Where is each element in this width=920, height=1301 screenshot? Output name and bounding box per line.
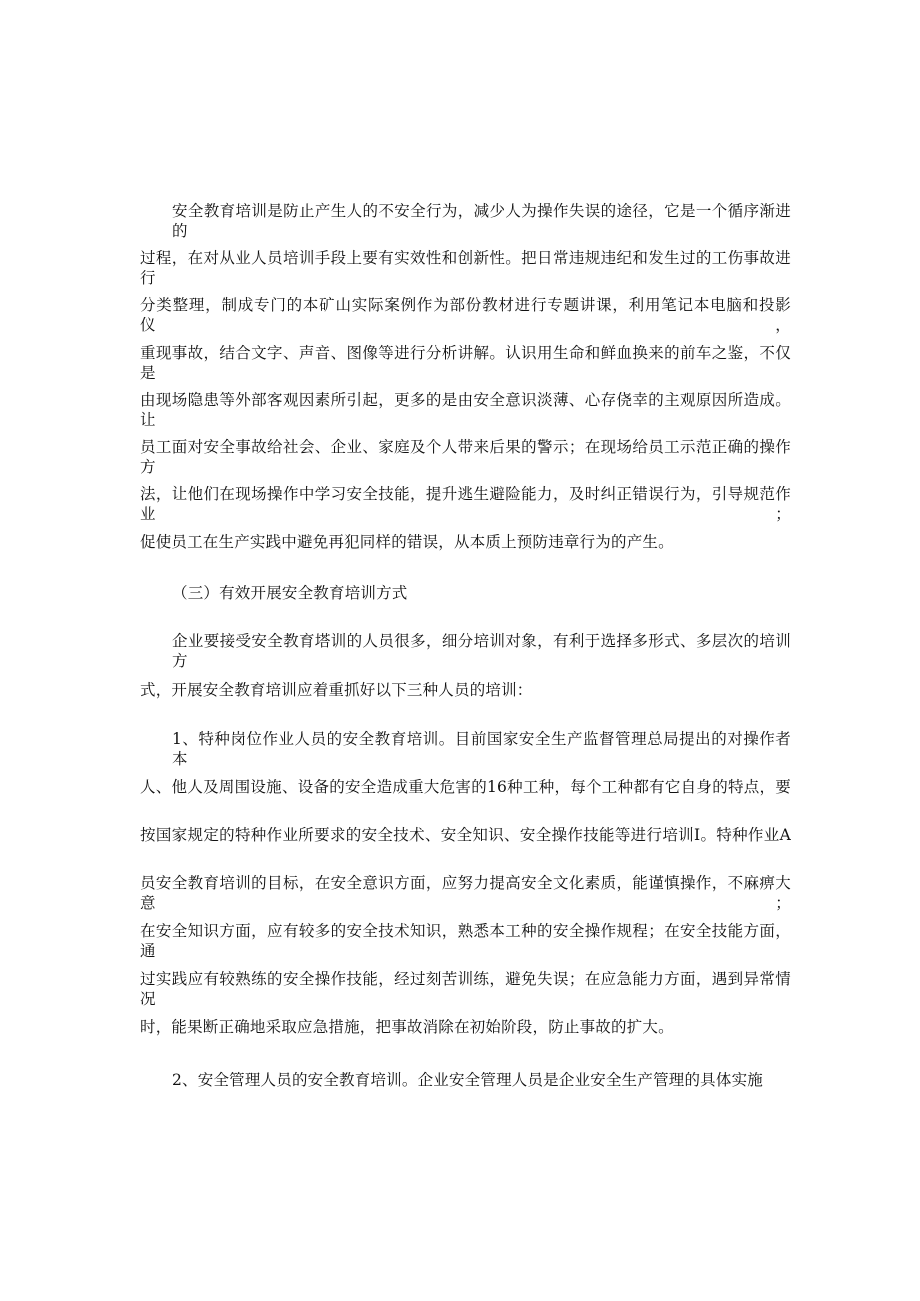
para3-line-7: 时，能果断正确地采取应急措施，把事故消除在初始阶段，防止事故的扩大。 — [140, 1018, 674, 1036]
para3-line-3: 按国家规定的特种作业所要求的安全技术、安全知识、安全操作技能等进行培训I。特种作业A — [140, 826, 791, 844]
para3-line-6: 过实践应有较熟练的安全操作技能，经过刻苦训练，避免失误；在应急能力方面，遇到异常情况 — [140, 970, 791, 1008]
para1-line-4: 重现事故，结合文字、声音、图像等进行分析讲解。认识用生命和鲜血换来的前车之鉴，不仅是 — [140, 344, 791, 382]
para2-line-1: 企业要接受安全教育塔训的人员很多，细分培训对象，有利于选择多形式、多层次的培训方 — [172, 632, 791, 670]
para1-line-2: 过程，在对从业人员培训手段上要有实效性和创新性。把日常违规违纪和发生过的工伤事故进行 — [140, 249, 791, 287]
para1-line-1: 安全教育培训是防止产生人的不安全行为，减少人为操作失误的途径，它是一个循序渐进的 — [172, 202, 791, 240]
para1-line-8: 促使员工在生产实践中避免再犯同样的错误，从本质上预防违章行为的产生。 — [140, 533, 674, 551]
para1-line-7: 法，让他们在现场操作中学习安全技能，提升逃生避险能力，及时纠正错误行为，引导规范作业； — [140, 485, 791, 523]
para1-line-6: 员工面对安全事故给社会、企业、家庭及个人带来后果的警示；在现场给员工示范正确的操作方 — [140, 438, 791, 476]
section-heading-3: （三）有效开展安全教育培训方式 — [172, 584, 408, 602]
para3-line-2: 人、他人及周围设施、设备的安全造成重大危害的16种工种，每个工种都有它自身的特点，要 — [140, 778, 791, 796]
para1-line-3: 分类整理，制成专门的本矿山实际案例作为部份教材进行专题讲课，利用笔记本电脑和投影仪， — [140, 296, 791, 334]
para1-line-5: 由现场隐患等外部客观因素所引起，更多的是由安全意识淡薄、心存侥幸的主观原因所造成。让 — [140, 391, 791, 429]
para2-line-2: 式，开展安全教育培训应着重抓好以下三种人员的培训： — [140, 681, 533, 699]
para4-line-1: 2、安全管理人员的安全教育培训。企业安全管理人员是企业安全生产管理的具体实施 — [172, 1071, 763, 1089]
para3-line-1: 1、特种岗位作业人员的安全教育培训。目前国家安全生产监督管理总局提出的对操作者本 — [172, 730, 791, 768]
para3-line-5: 在安全知识方面，应有较多的安全技术知识，熟悉本工种的安全操作规程；在安全技能方面，通 — [140, 922, 791, 960]
para3-line-4: 员安全教育培训的目标，在安全意识方面，应努力提高安全文化素质，能谨慎操作，不麻痹大意； — [140, 874, 791, 912]
